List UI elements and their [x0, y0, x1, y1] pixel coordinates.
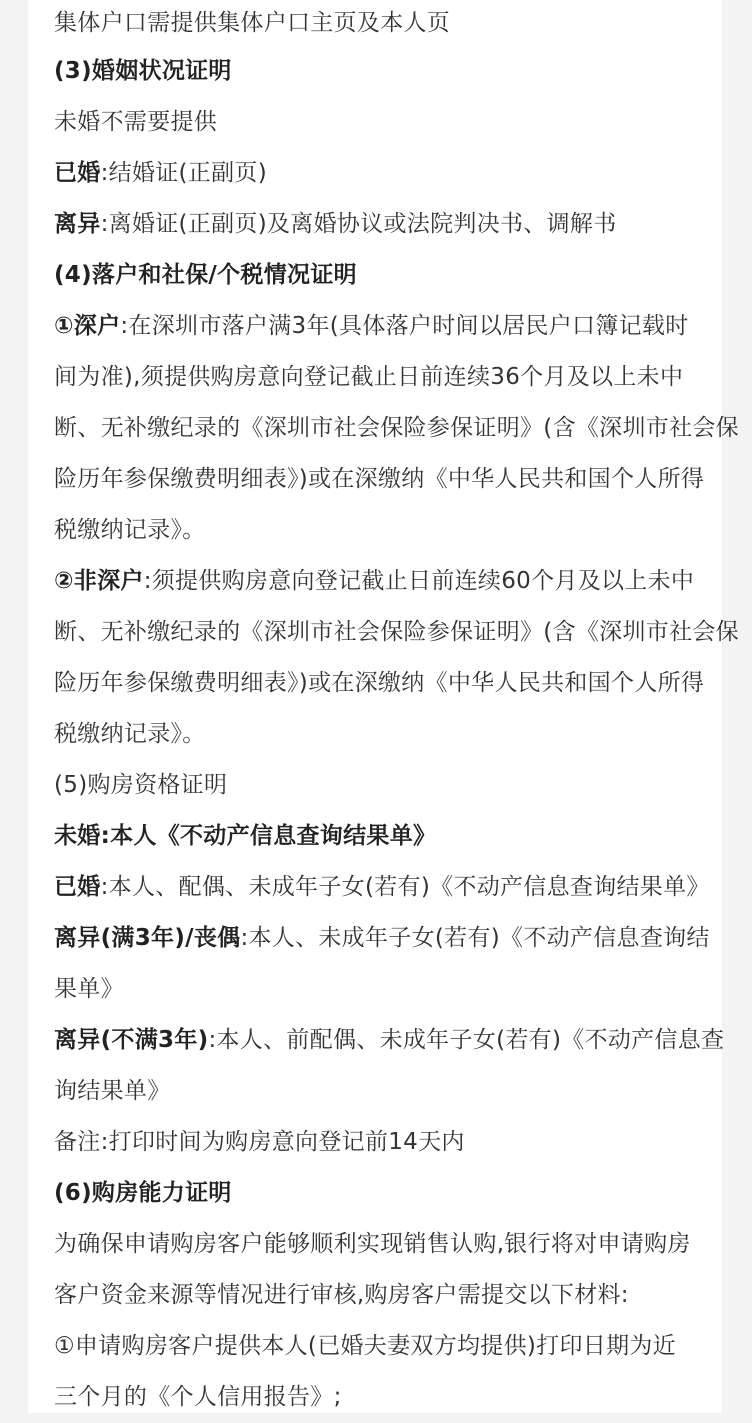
bold-text-segment: 已婚 — [54, 874, 101, 900]
text-segment: :本人、未成年子女(若有)《不动产信息查询结 — [240, 925, 710, 951]
text-line — [54, 1270, 714, 1321]
text-line — [54, 760, 714, 811]
bold-text-segment: (6)购房能力证明 — [54, 1180, 232, 1206]
bold-text-segment: 未婚:本人《不动产信息查询结果单》 — [54, 823, 437, 849]
document-page — [28, 0, 739, 1413]
text-segment: (5)购房资格证明 — [54, 772, 228, 798]
text-line — [54, 862, 714, 913]
bold-text-segment: ②非深户 — [54, 568, 144, 594]
text-line — [54, 250, 714, 301]
text-segment: 险历年参保缴费明细表》)或在深缴纳《中华人民共和国个人所得 — [54, 670, 705, 696]
bold-text-segment: 离异(不满3年) — [54, 1027, 209, 1053]
text-line — [54, 607, 739, 658]
text-line — [54, 199, 714, 250]
text-line — [54, 1321, 714, 1372]
text-line — [54, 301, 714, 352]
text-segment: 未婚不需要提供 — [54, 109, 218, 135]
text-line — [54, 1066, 714, 1117]
text-segment: 集体户口需提供集体户口主页及本人页 — [54, 10, 451, 36]
bold-text-segment: ①深户 — [54, 313, 121, 339]
text-segment: 备注:打印时间为购房意向登记前14天内 — [54, 1129, 465, 1155]
bold-text-segment: 离异(满3年)/丧偶 — [54, 925, 241, 951]
text-segment: :本人、配偶、未成年子女(若有)《不动产信息查询结果单》 — [100, 874, 710, 900]
text-line — [54, 505, 714, 556]
text-line — [54, 1015, 725, 1066]
text-line — [54, 352, 714, 403]
bold-text-segment: (4)落户和社保/个税情况证明 — [54, 262, 357, 288]
text-line — [54, 97, 714, 148]
text-segment: :在深圳市落户满3年(具体落户时间以居民户口簿记载时 — [120, 313, 689, 339]
text-segment: 为确保申请购房客户能够顺利实现销售认购,银行将对申请购房 — [54, 1231, 691, 1257]
text-line — [54, 46, 714, 97]
text-line — [54, 454, 714, 505]
text-line — [54, 811, 714, 862]
text-line — [54, 148, 714, 199]
text-segment: 间为准),须提供购房意向登记截止日前连续36个月及以上未中 — [54, 364, 684, 390]
bold-text-segment: 已婚 — [54, 160, 101, 186]
text-segment: 果单》 — [54, 976, 124, 1002]
text-line — [54, 913, 714, 964]
text-segment: :本人、前配偶、未成年子女(若有)《不动产信息查 — [208, 1027, 725, 1053]
text-line — [54, 0, 714, 46]
text-line — [54, 1219, 714, 1270]
text-line — [54, 1372, 714, 1423]
text-segment: 三个月的《个人信用报告》; — [54, 1384, 342, 1410]
text-line — [54, 1117, 714, 1168]
text-line — [54, 556, 714, 607]
text-segment: :须提供购房意向登记截止日前连续60个月及以上未中 — [143, 568, 695, 594]
text-line — [54, 709, 714, 760]
text-segment: 断、无补缴纪录的《深圳市社会保险参保证明》(含《深圳市社会保 — [54, 619, 739, 645]
text-segment: ①申请购房客户提供本人(已婚夫妻双方均提供)打印日期为近 — [54, 1333, 676, 1359]
text-line — [54, 964, 714, 1015]
text-segment: 税缴纳记录》。 — [54, 517, 206, 543]
text-line — [54, 1168, 714, 1219]
document-body — [54, 0, 739, 1423]
bold-text-segment: (3)婚姻状况证明 — [54, 58, 232, 84]
text-segment: :离婚证(正副页)及离婚协议或法院判决书、调解书 — [100, 211, 617, 237]
text-line — [54, 403, 739, 454]
text-segment: 税缴纳记录》。 — [54, 721, 206, 747]
text-segment: 断、无补缴纪录的《深圳市社会保险参保证明》(含《深圳市社会保 — [54, 415, 739, 441]
text-segment: :结婚证(正副页) — [100, 160, 268, 186]
text-line — [54, 658, 714, 709]
text-segment: 询结果单》 — [54, 1078, 171, 1104]
text-segment: 险历年参保缴费明细表》)或在深缴纳《中华人民共和国个人所得 — [54, 466, 705, 492]
text-segment: 客户资金来源等情况进行审核,购房客户需提交以下材料: — [54, 1282, 629, 1308]
bold-text-segment: 离异 — [54, 211, 101, 237]
